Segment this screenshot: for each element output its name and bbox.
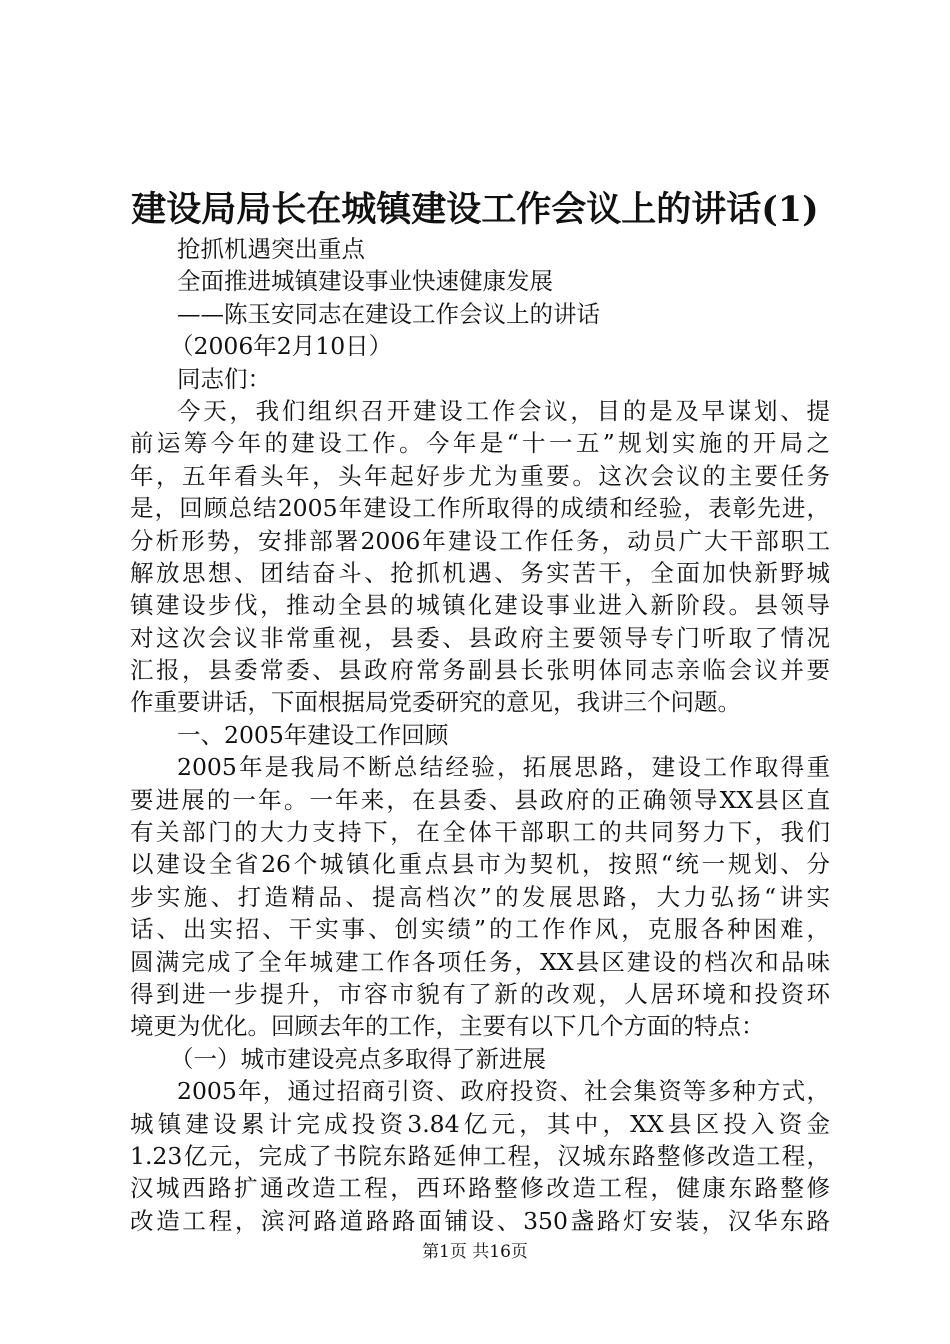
paragraph-line: 1.23亿元，完成了书院东路延伸工程，汉城东路整修改造工程， [130, 1141, 830, 1170]
paragraph-line: 得到进一步提升，市容市貌有了新的改观，人居环境和投资环 [130, 979, 830, 1008]
paragraph-line: 汇报，县委常委、县政府常务副县长张明体同志亲临会议并要 [130, 656, 830, 685]
page-number-footer: 第1页 共16页 [422, 1242, 528, 1262]
paragraph-line: 以建设全省26个城镇化重点县市为契机，按照“统一规划、分 [130, 850, 830, 879]
paragraph-line: 对这次会议非常重视，县委、县政府主要领导专门听取了情况 [130, 623, 830, 652]
paragraph-line: 有关部门的大力支持下，在全体干部职工的共同努力下，我们 [130, 818, 830, 847]
subtitle-line-2: 全面推进城镇建设事业快速健康发展 [177, 267, 553, 296]
salutation: 同志们： [177, 364, 271, 393]
section-heading: 一、2005年建设工作回顾 [177, 720, 449, 749]
paragraph-line: 改造工程，滨河路道路路面铺设、350盏路灯安装，汉华东路 [130, 1206, 830, 1235]
date-line: （2006年2月10日） [170, 332, 393, 361]
paragraph-line: 分析形势，安排部署2006年建设工作任务，动员广大干部职工 [130, 526, 830, 555]
paragraph-line: 汉城西路扩通改造工程，西环路整修改造工程，健康东路整修 [130, 1174, 830, 1203]
paragraph-line: 年，五年看头年，头年起好步尤为重要。这次会议的主要任务 [130, 461, 830, 490]
paragraph-line: 解放思想、团结奋斗、抢抓机遇、务实苦干，全面加快新野城 [130, 558, 830, 587]
paragraph-line: 是，回顾总结2005年建设工作所取得的成绩和经验，表彰先进， [130, 494, 830, 523]
speaker-line: ——陈玉安同志在建设工作会议上的讲话 [177, 299, 600, 328]
paragraph-line: 2005年，通过招商引资、政府投资、社会集资等多种方式， [177, 1077, 830, 1106]
paragraph-line: 镇建设步伐，推动全县的城镇化建设事业进入新阶段。县领导 [130, 591, 830, 620]
document-title: 建设局局长在城镇建设工作会议上的讲话(1) [131, 189, 819, 230]
paragraph-line: 今天，我们组织召开建设工作会议，目的是及早谋划、提 [177, 396, 830, 425]
paragraph-line: 作重要讲话，下面根据局党委研究的意见，我讲三个问题。 [130, 688, 741, 717]
subtitle-line-1: 抢抓机遇突出重点 [177, 235, 365, 263]
paragraph-line: 步实施、打造精品、提高档次”的发展思路，大力弘扬“讲实 [130, 882, 830, 911]
document-body [130, 233, 830, 1237]
paragraph-line: 前运筹今年的建设工作。今年是“十一五”规划实施的开局之 [130, 429, 830, 458]
paragraph-line: 2005年是我局不断总结经验，拓展思路，建设工作取得重 [177, 753, 830, 782]
paragraph-line: 要进展的一年。一年来，在县委、县政府的正确领导XX县区直 [130, 785, 830, 814]
paragraph-line: 话、出实招、干实事、创实绩”的工作作风，克服各种困难， [130, 915, 830, 944]
paragraph-line: 圆满完成了全年城建工作各项任务，XX县区建设的档次和品味 [130, 947, 830, 976]
paragraph-line: 境更为优化。回顾去年的工作，主要有以下几个方面的特点： [130, 1012, 765, 1041]
subsection-heading: （一）城市建设亮点多取得了新进展 [170, 1044, 546, 1073]
paragraph-line: 城镇建设累计完成投资3.84亿元，其中，XX县区投入资金 [130, 1109, 830, 1138]
